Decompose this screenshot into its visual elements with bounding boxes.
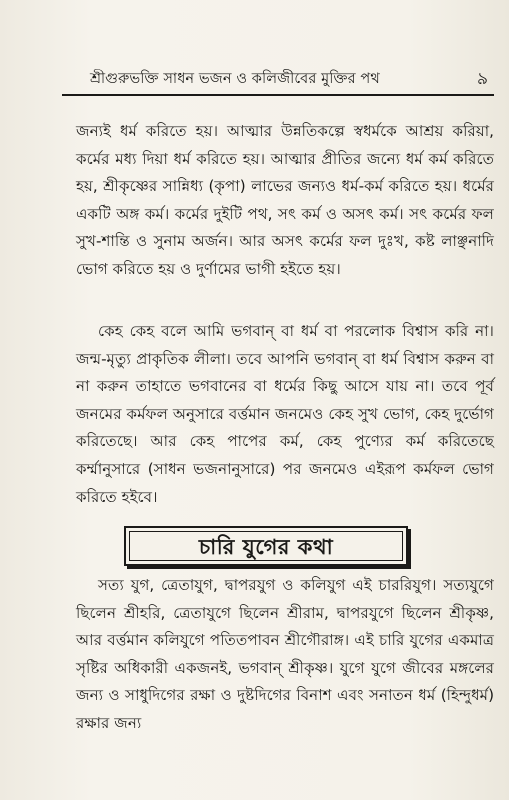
paragraph-2: কেহ কেহ বলে আমি ভগবান্ বা ধর্ম বা পরলোক বিশ্বাস করি না। জন্ম-মৃত্যু প্রাকৃতিক লীলা। তবে আপনি ভগবান্ বা ধর্ম বিশ্বাস করুন বা না করুন তাহাতে ভগবানের বা ধর্মের কিছু আসে যায় না। তবে পূর্ব জনমের কর্মফল অনুসারে বর্ত্তমান জনমেও কেহ সুখ ভোগ, কেহ দুর্ভোগ করিতেছে। আর কেহ পাপের কর্ম, কেহ পুণ্যের কর্ম করিতেছে কর্ম্মানুসারে (সাধন ভজনানুসারে) পর জনমেও এইরূপ কর্মফল ভোগ করিতে হইবে। — [76, 322, 494, 506]
paragraph-1: জন্যই ধর্ম করিতে হয়। আত্মার উন্নতিকল্পে স্বধর্মকে আশ্রয় করিয়া, কর্মের মধ্য দিয়া ধর্ম করিতে হয়। আত্মার প্রীতির জন্যে ধর্ম কর্ম করিতে হয়, শ্রীকৃষ্ণের সান্নিধ্য (কৃপা) লাভের জন্যও ধর্ম-কর্ম করিতে হয়। ধর্মের একটি অঙ্গ কর্ম। কর্মের দুইটি পথ, সৎ কর্ম ও অসৎ কর্ম। সৎ কর্মের ফল সুখ-শান্তি ও সুনাম অর্জন। আর অসৎ কর্মের ফল দুঃখ, কষ্ট লাঞ্ছনাদি ভোগ করিতে হয় ও দুর্ণামের ভাগী হইতে হয়। — [76, 122, 494, 278]
section-heading: চারি যুগের কথা — [198, 535, 334, 559]
section-heading-box — [124, 526, 408, 566]
header-rule — [62, 94, 494, 96]
paragraph-3: সত্য যুগ, ত্রেতাযুগ, দ্বাপরযুগ ও কলিযুগ এই চাররিযুগ। সত্যযুগে ছিলেন শ্রীহরি, ত্রেতাযুগে ছিলেন শ্রীরাম, দ্বাপরযুগে ছিলেন শ্রীকৃষ্ণ, আর বর্ত্তমান কলিযুগে পতিতপাবন শ্রীগৌরাঙ্গ। এই চারি যুগের একমাত্র সৃষ্টির অধিকারী একজনই, ভগবান্ শ্রীকৃষ্ণ। যুগে যুগে জীবের মঙ্গলের জন্য ও সাধুদিগের রক্ষা ও দুষ্টদিগের বিনাশ এবং সনাতন ধর্ম (হিন্দুধর্ম) রক্ষার জন্য — [76, 576, 494, 732]
running-title: শ্রীগুরুভক্তি সাধন ভজন ও কলিজীবের মুক্তির পথ — [90, 71, 380, 87]
running-header — [60, 64, 500, 92]
page-number: ৯ — [476, 69, 488, 89]
